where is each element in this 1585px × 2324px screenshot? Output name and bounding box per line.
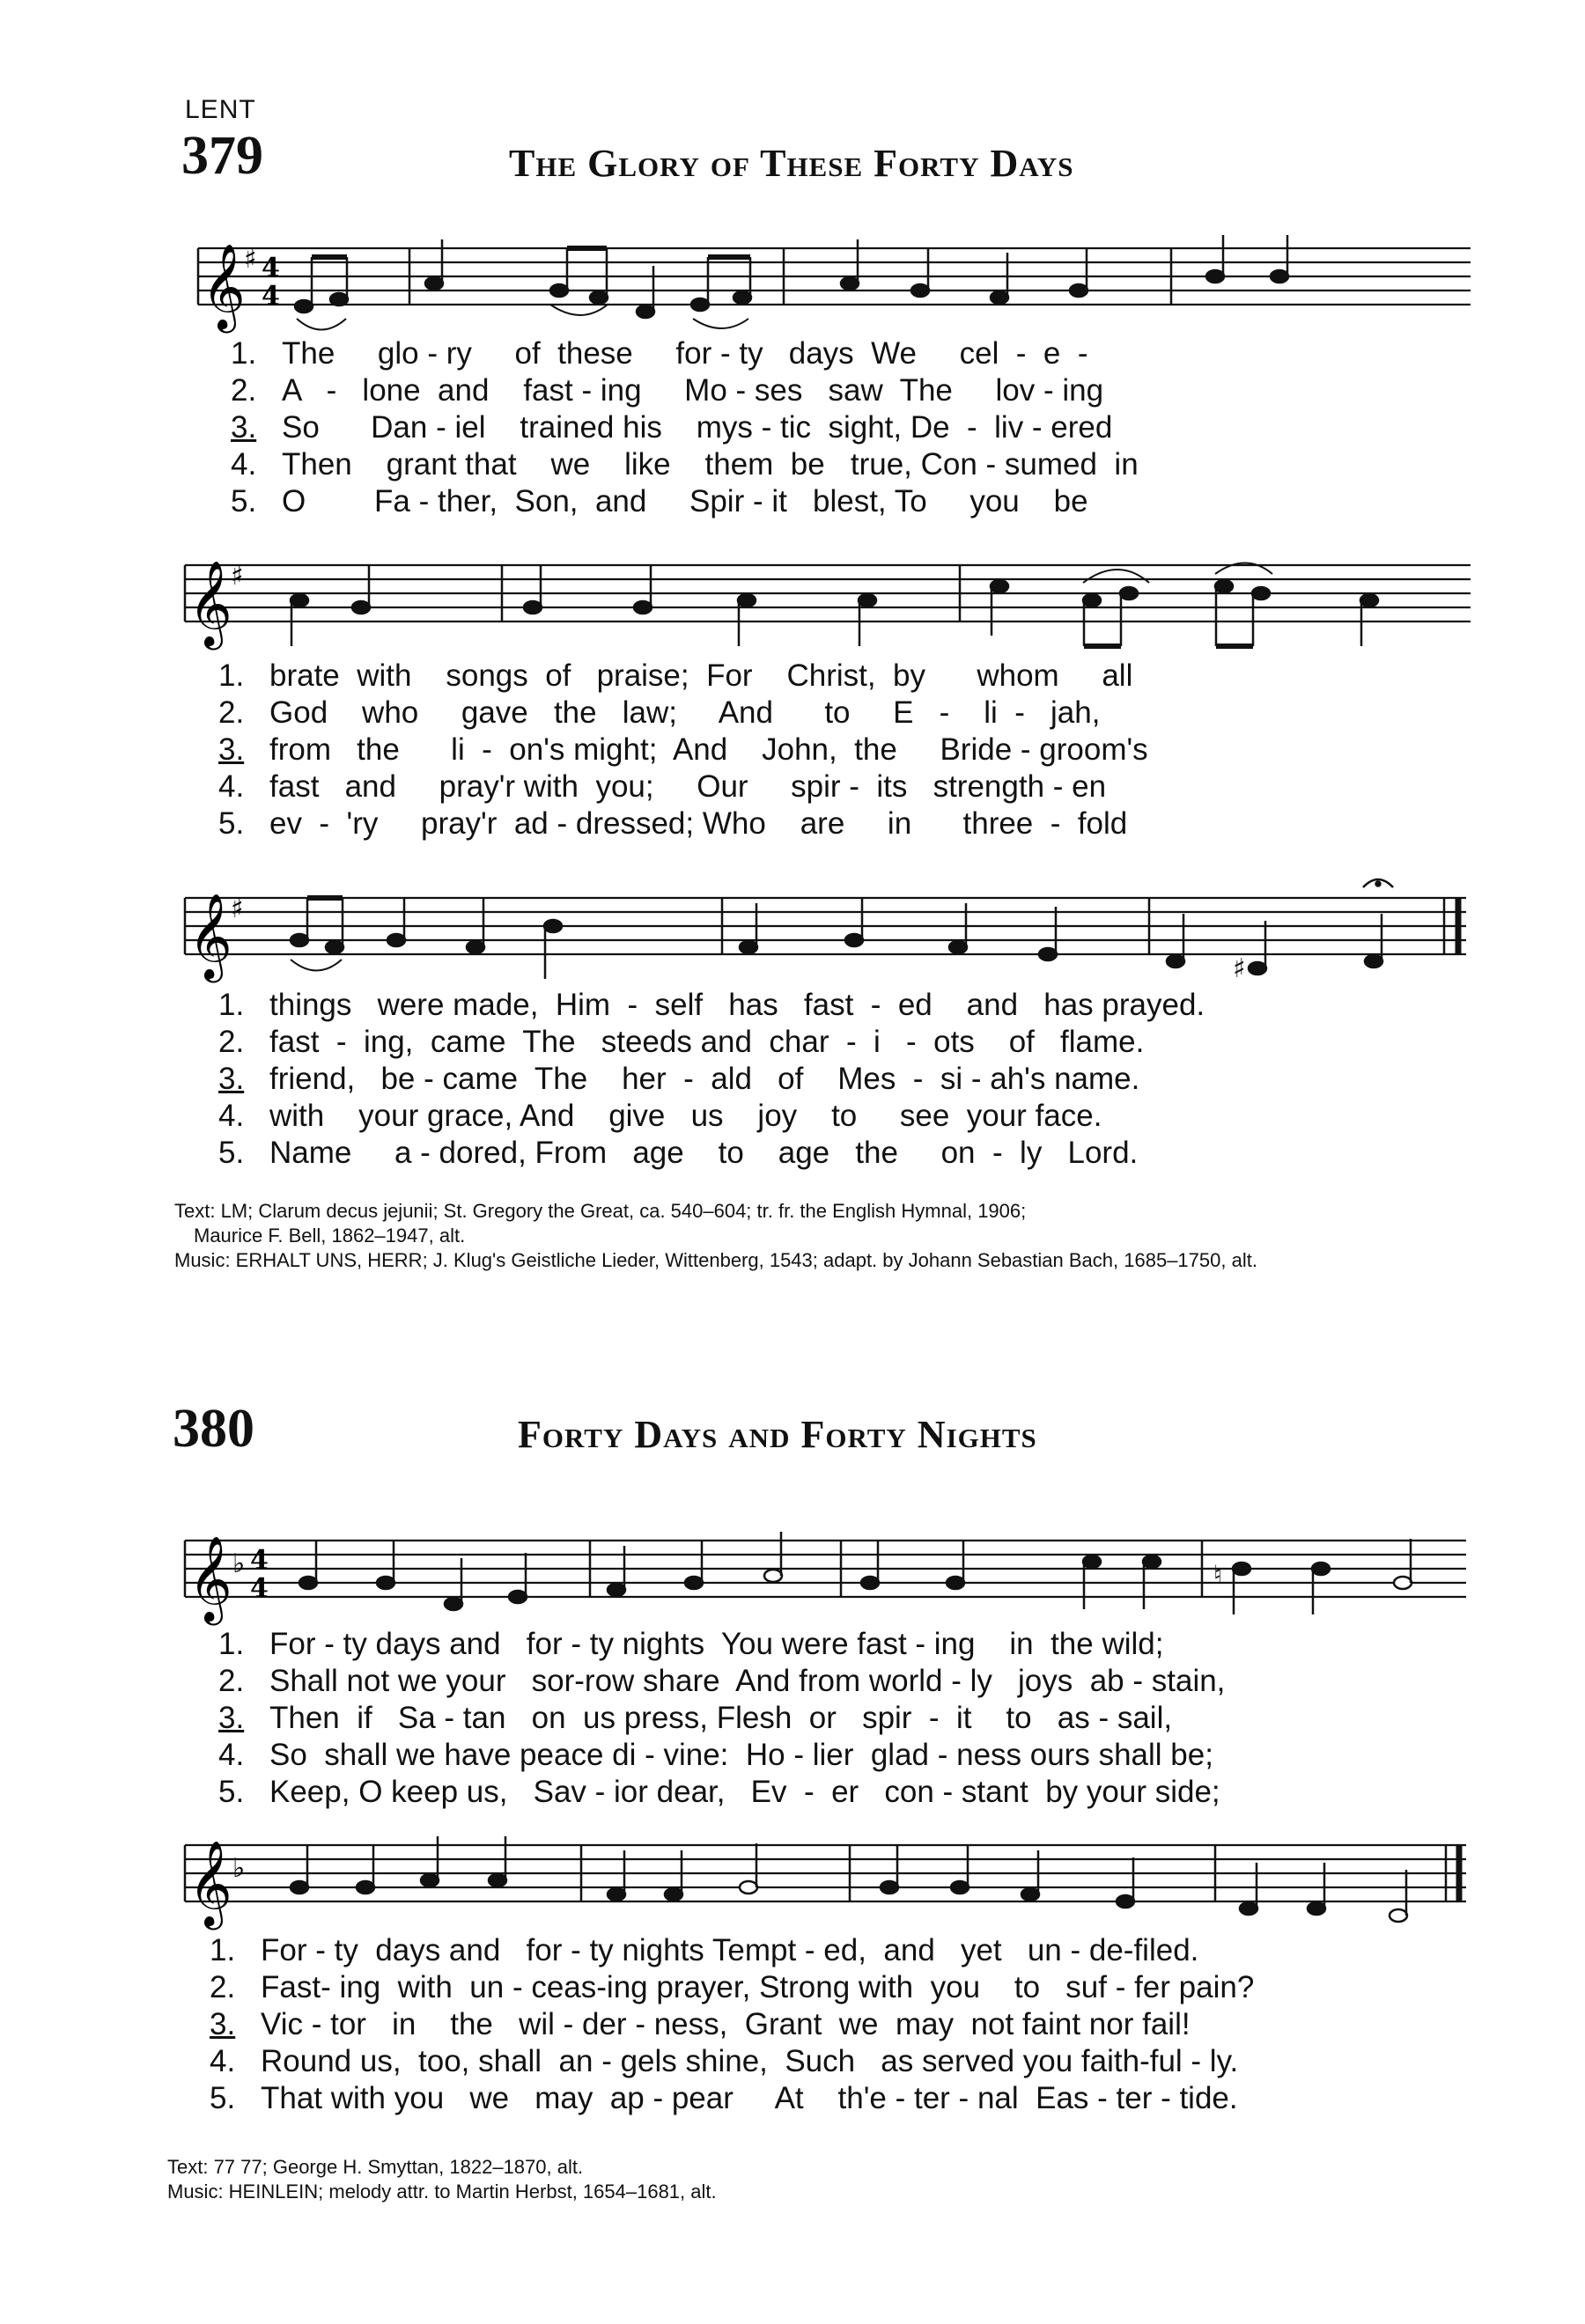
credits-text-line: Text: LM; Clarum decus jejunii; St. Gregory the Great, ca. 540–604; tr. fr. the English Hymnal, 1906;	[174, 1200, 1027, 1222]
verse-line: 1. For - ty days and for - ty nights Tempt - ed, and yet un - de-filed.	[210, 1933, 1199, 1967]
hymn-title-380: Forty Days and Forty Nights	[518, 1413, 1037, 1456]
verse-line: 5. ev - 'ry pray'r ad - dressed; Who are in three - fold	[218, 806, 1128, 841]
time-signature: 4	[262, 253, 280, 283]
treble-clef-icon: 𝄞	[188, 893, 232, 979]
verse-line: 2. fast - ing, came The steeds and char - i - ots of flame.	[218, 1025, 1145, 1059]
verse-line: 5. That with you we may ap - pear At th'e - ter - nal Eas - ter - tide.	[210, 2081, 1238, 2115]
verse-line: 4. So shall we have peace di - vine: Ho - lier glad - ness ours shall be;	[218, 1738, 1213, 1772]
svg-text:4: 4	[250, 1573, 269, 1604]
credits-music-line: Music: ERHALT UNS, HERR; J. Klug's Geistliche Lieder, Wittenberg, 1543; adapt. by Johann Sebastian Bach, 1685–1750, alt.	[174, 1249, 1257, 1271]
sharp-icon: ♯	[1233, 953, 1246, 984]
credits-music-line: Music: HEINLEIN; melody attr. to Martin Herbst, 1654–1681, alt.	[167, 2181, 717, 2203]
sharp-icon: ♯	[244, 244, 257, 275]
verse-line: 5. Name a - dored, From age to age the on - ly Lord.	[218, 1136, 1139, 1170]
verse-line: 4. fast and pray'r with you; Our spir - its strength - en	[218, 769, 1107, 804]
flat-icon: ♭	[232, 1548, 246, 1579]
credits-text-line: Maurice F. Bell, 1862–1947, alt.	[194, 1225, 466, 1247]
sharp-icon: ♯	[231, 894, 244, 924]
verse-line: 3. Then if Sa - tan on us press, Flesh or spir - it to as - sail,	[218, 1701, 1173, 1735]
fermata-icon	[1363, 879, 1393, 887]
verse-line: 1. brate with songs of praise; For Christ, by whom all	[218, 658, 1133, 693]
verse-line: 3. friend, be - came The her - ald of Mes - si - ah's name.	[218, 1062, 1140, 1096]
time-signature: 4	[250, 1545, 269, 1576]
verse-line: 2. A - lone and fast - ing Mo - ses saw The lov - ing	[231, 373, 1104, 408]
verse-line: 5. O Fa - ther, Son, and Spir - it blest, To you be	[231, 484, 1088, 518]
svg-text:4: 4	[262, 281, 280, 312]
flat-icon: ♭	[232, 1853, 246, 1884]
credits-380	[167, 2155, 717, 2204]
verse-line: 2. God who gave the law; And to E - li - jah,	[218, 695, 1101, 730]
verse-line: 4. with your grace, And give us joy to see your face.	[218, 1099, 1102, 1133]
treble-clef-icon: 𝄞	[188, 1535, 232, 1622]
verse-line: 3. from the li - on's might; And John, the Bride - groom's	[218, 732, 1148, 767]
verse-line: 1. For - ty days and for - ty nights You were fast - ing in the wild;	[218, 1627, 1164, 1661]
verse-line: 3. Vic - tor in the wil - der - ness, Grant we may not faint nor fail!	[210, 2007, 1191, 2041]
staff-380-2	[185, 1828, 1471, 1951]
hymn-title-379: The Glory of These Forty Days	[509, 142, 1074, 185]
staff-379-1	[198, 231, 1471, 354]
verse-line: 4. Then grant that we like them be true, Con - sumed in	[231, 447, 1139, 482]
treble-clef-icon: 𝄞	[188, 1840, 232, 1926]
hymn-number-379: 379	[181, 126, 263, 186]
natural-icon: ♮	[1213, 1560, 1223, 1589]
treble-clef-icon: 𝄞	[188, 560, 232, 646]
treble-clef-icon: 𝄞	[202, 243, 246, 329]
hymn-number-380: 380	[173, 1399, 254, 1459]
verse-line: 1. The glo - ry of these for - ty days We cel - e -	[231, 336, 1088, 371]
staff-379-2	[185, 548, 1471, 671]
verse-line: 1. things were made, Him - self has fast - ed and has prayed.	[218, 988, 1205, 1022]
section-label: LENT	[185, 95, 256, 124]
sharp-icon: ♯	[231, 561, 244, 592]
credits-text-line: Text: 77 77; George H. Smyttan, 1822–1870, alt.	[167, 2156, 584, 2178]
verse-line: 2. Fast- ing with un - ceas-ing prayer, Strong with you to suf - fer pain?	[210, 1970, 1255, 2004]
verse-line: 2. Shall not we your sor-row share And from world - ly joys ab - stain,	[218, 1664, 1226, 1698]
verse-line: 4. Round us, too, shall an - gels shine, Such as served you faith-ful - ly.	[210, 2044, 1239, 2078]
verse-line: 3. So Dan - iel trained his mys - tic sight, De - liv - ered	[231, 410, 1113, 445]
staff-379-3	[185, 872, 1471, 1004]
verse-line: 5. Keep, O keep us, Sav - ior dear, Ev - er con - stant by your side;	[218, 1775, 1220, 1809]
credits-379	[174, 1199, 1257, 1273]
